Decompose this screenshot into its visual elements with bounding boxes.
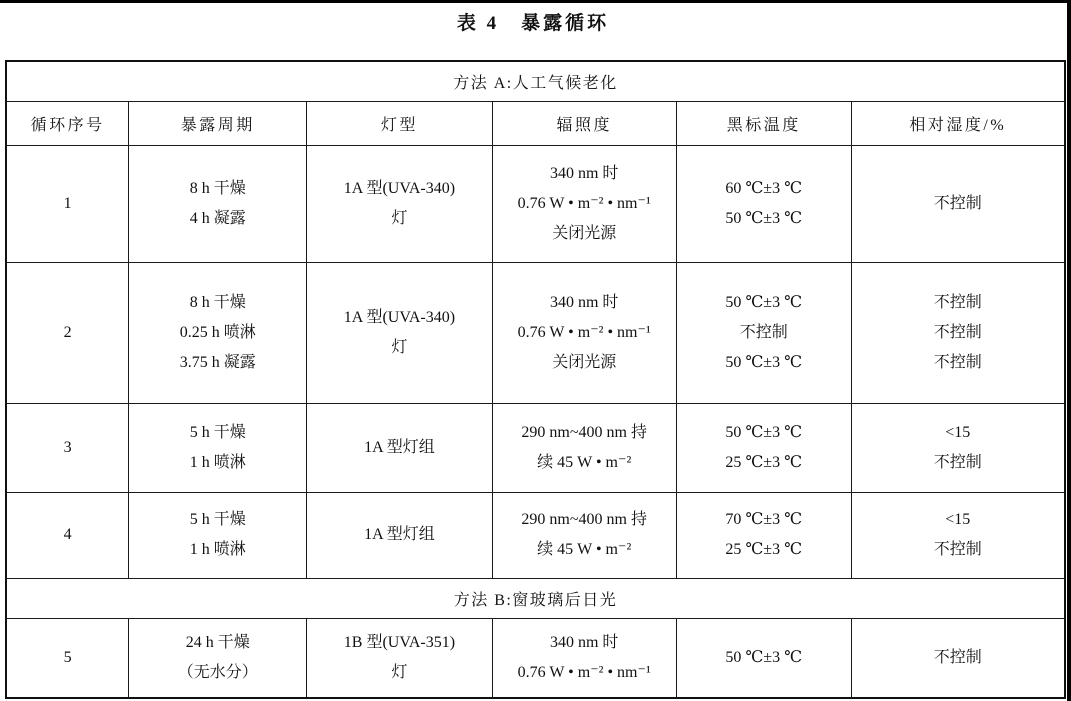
cell-line: 不控制 bbox=[933, 194, 982, 212]
cell-line: 3.75 h 凝露 bbox=[179, 353, 256, 371]
section-header-method-b: 方法 B:窗玻璃后日光 bbox=[6, 578, 1065, 618]
table-cell bbox=[307, 403, 492, 492]
cell-line: 5 bbox=[63, 648, 72, 666]
cell-line: 290 nm~400 nm 持 bbox=[521, 423, 647, 441]
cell-line: 1 bbox=[63, 194, 72, 212]
cell-line: 灯 bbox=[391, 209, 408, 227]
cell-line: 不控制 bbox=[933, 293, 982, 311]
table-cell bbox=[676, 492, 851, 578]
cell-line: 不控制 bbox=[739, 323, 788, 341]
cell-line: 1A 型灯组 bbox=[364, 438, 435, 456]
cell-line: 8 h 干燥 bbox=[189, 293, 246, 311]
cell-line: 关闭光源 bbox=[552, 353, 617, 371]
cell-line: 4 h 凝露 bbox=[189, 209, 246, 227]
cell-line: 60 ℃±3 ℃ bbox=[725, 179, 802, 197]
table-cell bbox=[676, 262, 851, 403]
table-cell bbox=[129, 492, 307, 578]
table-cell bbox=[851, 618, 1065, 698]
table-row-cycle bbox=[6, 492, 1065, 578]
table-cell bbox=[851, 403, 1065, 492]
table-cell bbox=[492, 403, 676, 492]
cell-line: 续 45 W • m⁻² bbox=[537, 453, 632, 471]
cell-line: 70 ℃±3 ℃ bbox=[725, 511, 802, 528]
table-cell bbox=[492, 618, 676, 698]
cell-line: 5 h 干燥 bbox=[189, 511, 246, 528]
column-header-lamp-type: 灯型 bbox=[307, 101, 492, 145]
section-row-method-a bbox=[6, 61, 1065, 101]
cell-line: 290 nm~400 nm 持 bbox=[521, 511, 647, 528]
cell-line: 不控制 bbox=[933, 648, 982, 666]
cell-line: 25 ℃±3 ℃ bbox=[725, 541, 802, 558]
cell-line: 50 ℃±3 ℃ bbox=[725, 293, 802, 311]
table-cell bbox=[851, 492, 1065, 578]
column-header-irradiance: 辐照度 bbox=[492, 101, 676, 145]
table-cell bbox=[129, 618, 307, 698]
cell-line: 不控制 bbox=[933, 323, 982, 341]
column-header-cycle-number: 循环序号 bbox=[6, 101, 129, 145]
table-cell bbox=[676, 618, 851, 698]
cell-line: 灯 bbox=[391, 663, 408, 681]
cell-line: （无水分） bbox=[177, 663, 258, 681]
table-row-cycle bbox=[6, 262, 1065, 403]
table-row-cycle bbox=[6, 145, 1065, 262]
section-row-method-b bbox=[6, 578, 1065, 618]
cell-line: 24 h 干燥 bbox=[185, 633, 250, 651]
cell-line: 关闭光源 bbox=[552, 224, 617, 242]
table-cell bbox=[6, 492, 129, 578]
cell-line: 1B 型(UVA-351) bbox=[343, 633, 456, 651]
exposure-cycle-table bbox=[5, 60, 1066, 699]
cell-line: 1 h 喷淋 bbox=[189, 541, 246, 558]
table-cell bbox=[492, 262, 676, 403]
cell-line: 0.76 W • m⁻² • nm⁻¹ bbox=[517, 194, 651, 212]
cell-line: 续 45 W • m⁻² bbox=[537, 541, 632, 558]
page-right-edge bbox=[1067, 0, 1071, 701]
cell-line: 灯 bbox=[391, 338, 408, 356]
cell-line: 不控制 bbox=[933, 541, 982, 558]
cell-line: 1A 型(UVA-340) bbox=[343, 308, 456, 326]
cell-line: 1A 型(UVA-340) bbox=[343, 179, 456, 197]
table-cell bbox=[6, 262, 129, 403]
table-cell bbox=[129, 145, 307, 262]
table-cell bbox=[851, 145, 1065, 262]
cell-line: 3 bbox=[63, 438, 72, 456]
table-cell bbox=[676, 403, 851, 492]
table-row-cycle bbox=[6, 618, 1065, 698]
column-header-black-standard-temperature: 黑标温度 bbox=[676, 101, 851, 145]
table-cell bbox=[6, 618, 129, 698]
table-cell bbox=[851, 262, 1065, 403]
cell-line: 8 h 干燥 bbox=[189, 179, 246, 197]
cell-line: 2 bbox=[63, 323, 72, 341]
column-header-row bbox=[6, 101, 1065, 145]
cell-line: 340 nm 时 bbox=[549, 293, 619, 311]
table-cell bbox=[307, 618, 492, 698]
section-header-method-a: 方法 A:人工气候老化 bbox=[6, 61, 1065, 101]
cell-line: 不控制 bbox=[933, 453, 982, 471]
cell-line: 不控制 bbox=[933, 353, 982, 371]
table-cell bbox=[492, 145, 676, 262]
table-row-cycle bbox=[6, 403, 1065, 492]
table-cell bbox=[492, 492, 676, 578]
cell-line: 0.76 W • m⁻² • nm⁻¹ bbox=[517, 323, 651, 341]
cell-line: 50 ℃±3 ℃ bbox=[725, 423, 802, 441]
table-cell bbox=[6, 403, 129, 492]
cell-line: 50 ℃±3 ℃ bbox=[725, 209, 802, 227]
cell-line: <15 bbox=[945, 511, 971, 528]
table-cell bbox=[676, 145, 851, 262]
cell-line: 1A 型灯组 bbox=[364, 526, 435, 543]
cell-line: 50 ℃±3 ℃ bbox=[725, 648, 802, 666]
cell-line: 1 h 喷淋 bbox=[189, 453, 246, 471]
page-top-rule bbox=[0, 0, 1071, 3]
cell-line: 4 bbox=[63, 526, 72, 543]
table-cell bbox=[307, 145, 492, 262]
table-cell bbox=[6, 145, 129, 262]
cell-line: 5 h 干燥 bbox=[189, 423, 246, 441]
cell-line: 25 ℃±3 ℃ bbox=[725, 453, 802, 471]
cell-line: 0.25 h 喷淋 bbox=[179, 323, 256, 341]
table-cell bbox=[307, 492, 492, 578]
column-header-exposure-period: 暴露周期 bbox=[129, 101, 307, 145]
cell-line: 50 ℃±3 ℃ bbox=[725, 353, 802, 371]
column-header-relative-humidity: 相对湿度/% bbox=[851, 101, 1065, 145]
cell-line: 0.76 W • m⁻² • nm⁻¹ bbox=[517, 663, 651, 681]
table-title: 表 4 暴露循环 bbox=[456, 13, 610, 34]
cell-line: <15 bbox=[945, 423, 971, 441]
table-cell bbox=[307, 262, 492, 403]
cell-line: 340 nm 时 bbox=[549, 164, 619, 182]
cell-line: 340 nm 时 bbox=[549, 633, 619, 651]
table-cell bbox=[129, 262, 307, 403]
table-cell bbox=[129, 403, 307, 492]
